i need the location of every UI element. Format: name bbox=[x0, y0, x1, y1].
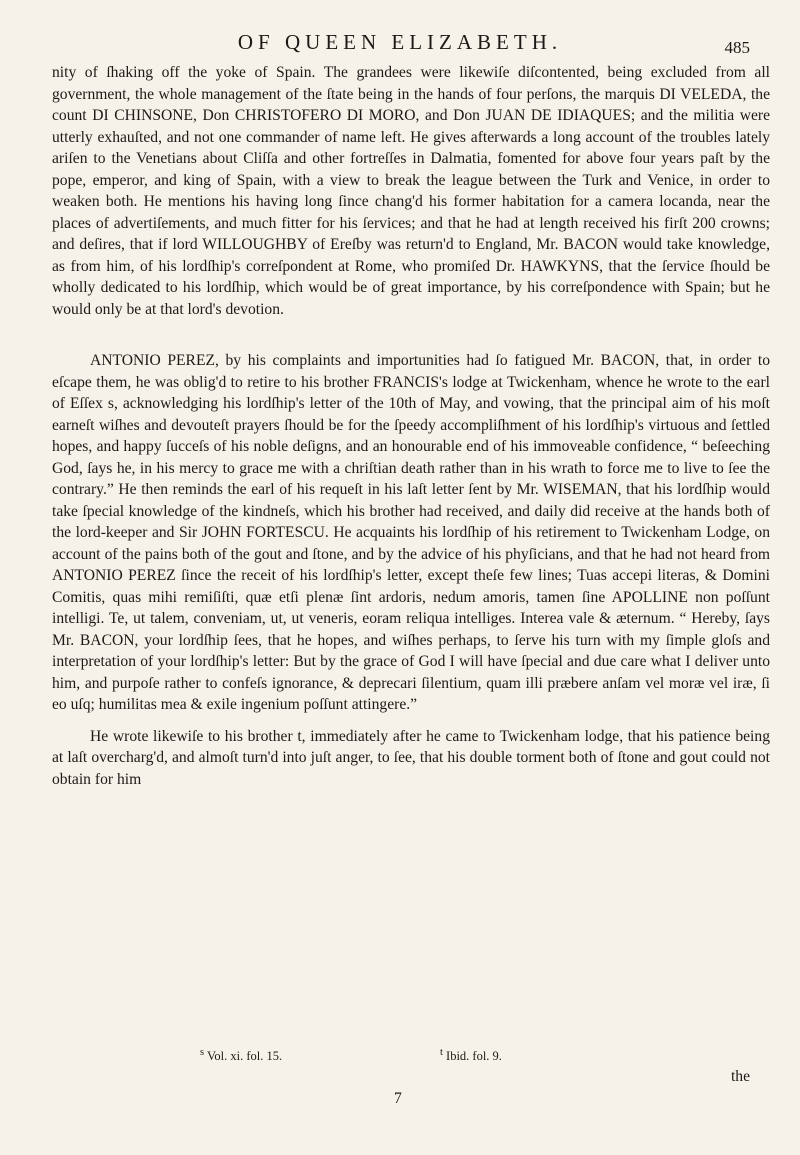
body-text bbox=[52, 62, 770, 790]
footnote-s-text: Vol. xi. fol. 15. bbox=[206, 1049, 283, 1064]
footnote-s-mark: s bbox=[200, 1047, 205, 1058]
paragraph-1: nity of ſhaking off the yoke of Spain. The grandees were likewiſe diſcontented, being excluded from all government, the whole management of the ſtate being in the hands of four perſons, the marquis DI VELEDA, the count DI CHINSONE, Don CHRISTOFERO DI MORO, and Don JUAN DE IDIAQUES; and the militia were utterly exhauſted, and not one commander of name left. He gives afterwards a long account of the troubles lately ariſen to the Venetians about Cliſſa and other fortreſſes in Dalmatia, fomented for above four years paſt by the pope, emperor, and king of Spain, with a view to break the league between the Turk and Venice, in order to weaken both. He mentions his having long ſince chang'd his former habitation for a camera locanda, near the places of advertiſements, and much fitter for his ſervices; and that he had at length received his firſt 200 crowns; and deſires, that if lord WILLOUGHBY of Ereſby was return'd to England, Mr. BACON would take knowledge, as from him, of his lordſhip's correſpondent at Rome, who promiſed Dr. HAWKYNS, that the ſervice ſhould be wholly dedicated to his lordſhip, which would be of great importance, by his correſpondence with Spain; but he would only be at that lord's devotion. bbox=[52, 64, 770, 318]
footnote-s bbox=[200, 1047, 282, 1064]
page-number: 485 bbox=[724, 38, 750, 57]
running-title: OF QUEEN ELIZABETH. bbox=[237, 30, 563, 54]
catchword: the bbox=[730, 1068, 750, 1085]
footnote-t bbox=[440, 1047, 502, 1064]
signature-mark: 7 bbox=[394, 1090, 402, 1107]
paragraph-2: ANTONIO PEREZ, by his complaints and importunities had ſo fatigued Mr. BACON, that, in order to eſcape them, he was oblig'd to retire to his brother FRANCIS's lodge at Twickenham, whence he wrote to the earl of Eſſex s, acknowledging his lordſhip's letter of the 10th of May, and vowing, that the principal aim of his moſt earneſt wiſhes and devouteſt prayers ſhould be for the ſpeedy accompliſhment of his lordſhip's virtuous and ſettled hopes, and happy ſucceſs of his noble deſigns, and an honourable end of his immoveable confidence, “ beſeeching God, ſays he, in his mercy to grace me with a chriſtian death rather than in his wrath to force me to live to ſee the contrary.” He then reminds the earl of his requeſt in his laſt letter ſent by Mr. WISEMAN, that his lordſhip would take ſpecial knowledge of the kindneſs, which his brother had received, and daily did receive at the hands both of the lord-keeper and Sir JOHN FORTESCU. He acquaints his lordſhip of his retirement to Twickenham Lodge, on account of the pains both of the gout and ſtone, and by the advice of his phyſicians, and that he had not heard from ANTONIO PEREZ ſince the receit of his lordſhip's letter, except theſe few lines; Tuas accepi literas, & Domini Comitis, quas mihi remiſiſti, quæ etſi plenæ ſint ardoris, nedum amoris, tamen ſine APOLLINE non poſſunt intelligi. Te, ut talem, conveniam, ut, ut veneris, eoram reliqua intelliges. Interea vale & æternum. “ Hereby, ſays Mr. BACON, your lordſhip ſees, that he hopes, and wiſhes perhaps, to ſerve his turn with my ſimple gloſs and interpretation of your lordſhip's letter: But by the grace of God I will have ſpecial and due care what I deliver unto him, and purpoſe rather to confeſs ignorance, & deprecari ſilentium, quam illi præbere anſam vel moræ vel iræ, ſi eo uſq; humilitas mea & exile ingenium poſſunt attingere.” bbox=[52, 352, 770, 713]
footnote-t-mark: t bbox=[440, 1047, 443, 1058]
paragraph-3: He wrote likewiſe to his brother t, immediately after he came to Twickenham lodge, that his patience being at laſt overcharg'd, and almoſt turn'd into juſt anger, to ſee, that his double torment both of ſtone and gout could not obtain for him bbox=[52, 727, 770, 788]
footnote-t-text: Ibid. fol. 9. bbox=[446, 1049, 502, 1064]
